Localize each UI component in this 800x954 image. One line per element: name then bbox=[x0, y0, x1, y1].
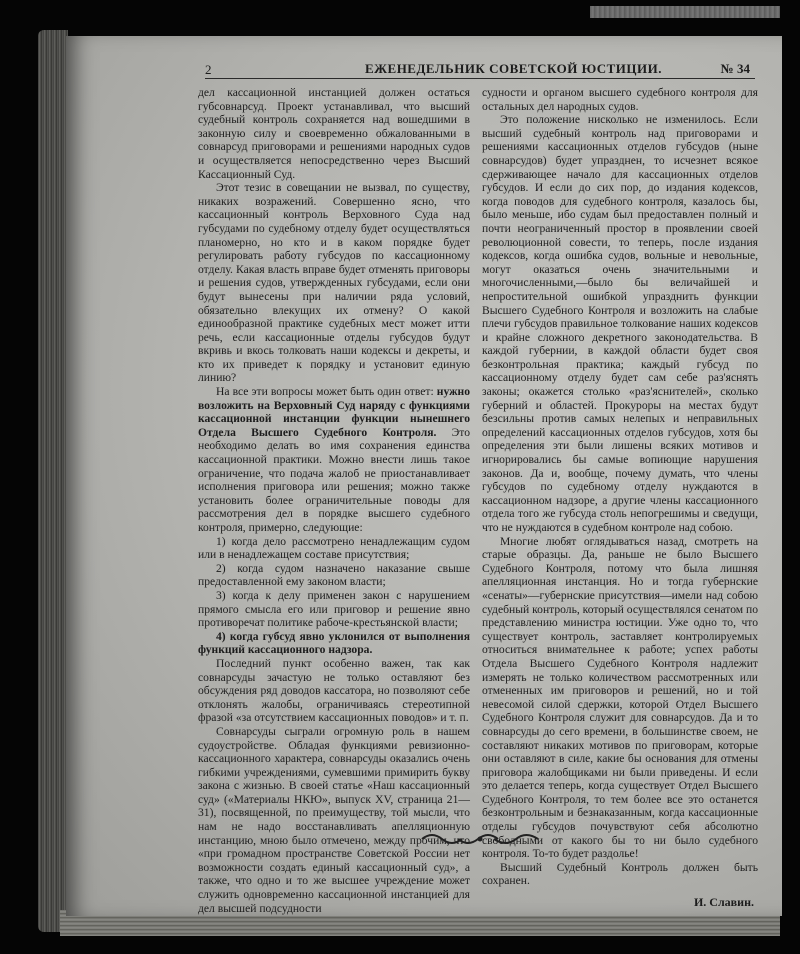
book-page-edges bbox=[38, 30, 68, 932]
page-number: 2 bbox=[205, 62, 212, 77]
paragraph-text: На все эти вопросы может быть один ответ: bbox=[216, 385, 434, 399]
decorative-ornament bbox=[420, 830, 540, 848]
running-header bbox=[205, 58, 760, 80]
issue-number: № 34 bbox=[720, 61, 750, 76]
list-item-bold bbox=[198, 630, 470, 657]
paragraph: Многие любят оглядываться назад, смотреть на старые образцы. Да, раньше не было Высшего Судебного Контроля, потому что была лишняя апелляционная инстанция. Но и тогда губернские «сенаты»—губернские присутствия—имели над собою судебный контроль, который осуществлялся сенатом по представлению министра юстиции. Уже одно то, что существует контроль, заставляет контролируемых относиться внимательнее к работе; успех работы Отдела Высшего Судебного Контроля надлежит измерять не только количеством рассмотренных или отмененных им приговоров и решений, но и той невесомой силой сдержки, которой Отдел Высшего Судебного Контроля служит для совнарсудов. Да и то совнарсуды до сего времени, в большинстве своем, не составляют никаких мотивов по приговорам, которые они оставляют в силе, какие бы основания для отмены приговора жалобщиками ни были приведены. И если это делается теперь, когда существует Отдел Высшего Судебного Контроля, то тем более все это останется безконтрольным и безнаказанным, когда кассационные отделы губсудов почувствуют себя абсолютно свободными от какого бы то ни было судебного контроля. То-то будет раздолье! bbox=[482, 534, 759, 861]
binding-tape bbox=[590, 6, 780, 18]
bold-proposal: нужно возложить на Верховный Суд наряду с функциями кассационной инстанции функции нынешнего Отдела Высшего Судебного Контроля. bbox=[198, 385, 470, 439]
journal-title: ЕЖЕНЕДЕЛЬНИК СОВЕТСКОЙ ЮСТИЦИИ. bbox=[365, 61, 662, 76]
right-column bbox=[482, 86, 758, 910]
list-item: 3) когда к делу применен закон с нарушением прямого смысла его или приговор и решение явно противоречат политике рабоче-крестьянской власти; bbox=[198, 588, 470, 630]
paragraph: Совнарсуды сыграли огромную роль в нашем судоустройстве. Обладая функциями ревизионно-кассационного характера, совнарсуды оказались очень гибкими учреждениями, сумевшими примирить букву закона с жизнью. В своей статье «Наш кассационный суд» («Материалы НКЮ», выпуск XV, страница 21—31), посвященной, по преимуществу, той мысли, что нам не надо восстанавливать апелляционную инстанцию, мною было отмечено, между прочим, что «при громадном пространстве Советской России нет возможности создать единый кассационный суд», а также, что одно и то же высшее учреждение может служить одновременно кассационной инстанцией для дел высшей подсудности bbox=[198, 724, 470, 915]
paragraph-text: Это необходимо делать во имя сохранения единства кассационной практики. Можно внести лишь такое ограничение, что подача жалоб не приостанавливает исполнения приговора или решения; можно также установить более ограничительные поводы для рассмотрения дел в порядке высшего судебного контроля, примерно, следующие: bbox=[198, 425, 470, 534]
author-signature: И. Славин. bbox=[693, 895, 754, 910]
left-column bbox=[198, 86, 470, 915]
paragraph: судности и органом высшего судебного контроля для остальных дел народных судов. bbox=[482, 86, 758, 113]
paragraph: Это положение нисколько не изменилось. Если высший судебный контроль над приговорами и решениями кассационных отделов губсудов (ныне совнарсудов) будет упразднен, то исчезнет всякое сдерживающее начало для кассационных отделов губсудов. И если до сих пор, до издания кодексов, когда поводов для судебного контроля, казалось бы, было меньше, ибо судам был предоставлен полный и почти неограниченный простор в проявлении своей революционной совести, то теперь, после издания кодексов, когда ошибка судов, вольные и невольные, могут оказаться очень значительными и многочисленными,—было бы величайшей и непростительной ошибкой упразднить функции Высшего Судебного Контроля и возложить на слабые плечи губсудов правильное толкование наших кодексов и крайне сложного декретного законодательства. В каждой губернии, в каждой области будет своя безконтрольная практика; каждый губсуд по кассационному отделу будет сам себе раз'яснять законы; окажется столько «раз'яснителей», сколько губерний и областей. Прокуроры на местах будут безсильны против самых нелепых и неправильных определений кассационных отделов губсудов, хотя бы определения эти были лишены всяких мотивов и игнорировались бы самые вопиющие нарушения законов. Да и, вообще, почему думать, что члены губсудов по судебному отделу нуждаются в кассационном надзоре, а другие члены кассационного отдела того же губсуда столь непогрешимы и сведущи, что не нуждаются в судебном контроле над собою. bbox=[482, 113, 758, 534]
paragraph: Высший Судебный Контроль должен быть сохранен. bbox=[482, 860, 758, 888]
paragraph: Последний пункт особенно важен, так как совнарсуды зачастую не только оставляют без обсуждения ряд доводов кассатора, но позволяют себе отклонять жалобы, ограничиваясь стереотипной фразой «за отсутствием кассационных поводов» и т. п. bbox=[198, 656, 470, 725]
paragraph: дел кассационной инстанцией должен остаться губсовнарсуд. Проект устанавливал, что высший судебный контроль сохраняется над вошедшими в законную силу и своевременно обжалованными в совнарсуд приговорами и решениями народных судов и осуществляется непосредственно через Высший Кассационный Суд. bbox=[198, 86, 470, 181]
list-item-text: 4) когда губсуд явно уклонился от выполнения функций кассационного надзора. bbox=[198, 629, 470, 657]
paragraph bbox=[198, 385, 470, 535]
list-item: 1) когда дело рассмотрено ненадлежащим судом или в ненадлежащем составе присутствия; bbox=[198, 534, 470, 562]
list-item: 2) когда судом назначено наказание свыше предоставленной ему законом власти; bbox=[198, 561, 470, 589]
header-divider bbox=[205, 78, 755, 79]
paragraph: Этот тезис в совещании не вызвал, по существу, никаких возражений. Совершенно ясно, что кассационный контроль Верховного Суда над губсудами по судебному отделу будет осуществляться планомерно, но кто и в каком порядке будет регулировать работу губсудов по кассационному отделу. Какая власть вправе будет отменять приговоры и решения судов, утвержденных губсудами, если они будут вынесены при наличии ряда условий, обязательно влекущих их отмену? О какой единообразной практике судебных мест может итти речь, если кассационные отделы губсудов будут вкривь и вкось толковать наши кодексы и декреты, и кто их приведет к порядку и установит единую линию? bbox=[198, 181, 470, 385]
